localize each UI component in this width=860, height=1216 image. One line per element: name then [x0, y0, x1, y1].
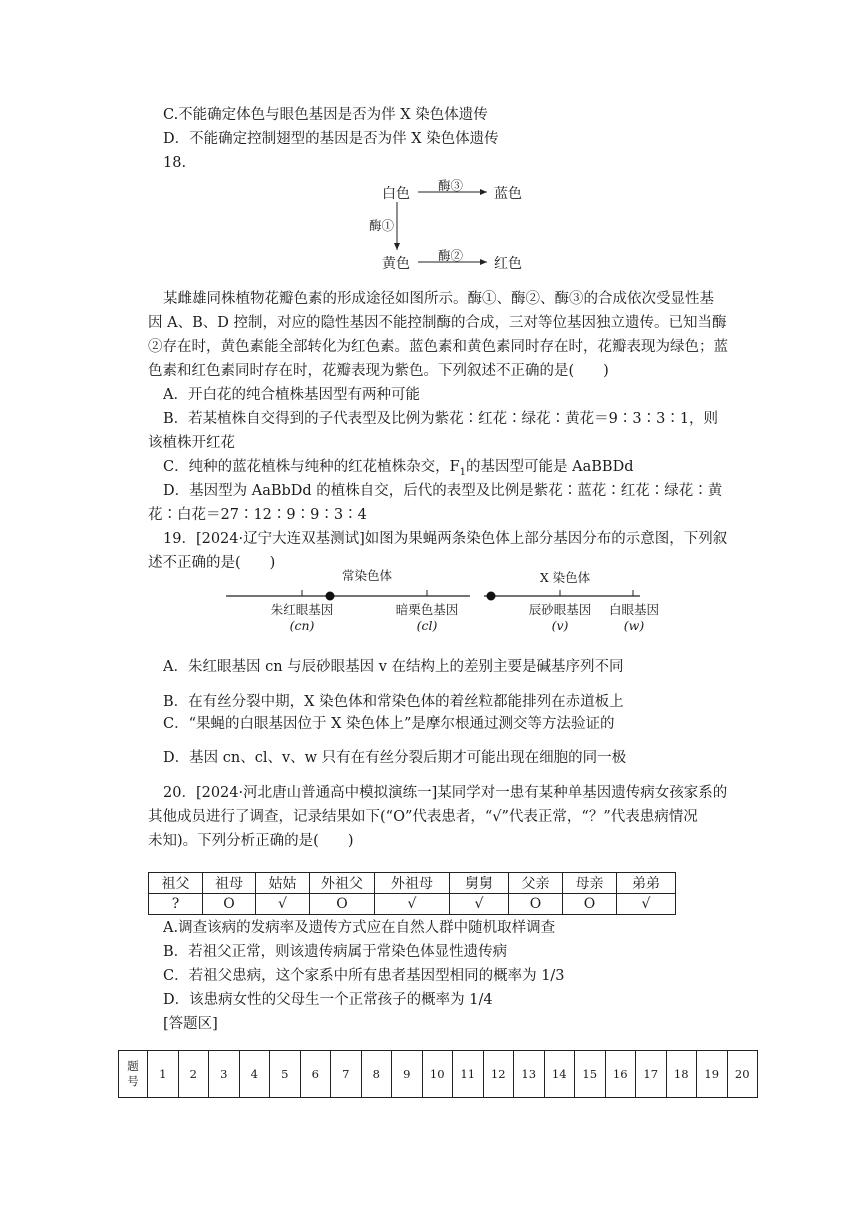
answer-cell[interactable]: 9: [392, 1051, 423, 1098]
table-cell: O: [563, 894, 617, 915]
table-cell: √: [450, 894, 509, 915]
gene-w-abbr: (w): [623, 618, 645, 633]
answer-area-label: [答题区]: [163, 1016, 218, 1032]
table-cell: O: [509, 894, 563, 915]
q18-stem-2: 因 A、B、D 控制，对应的隐性基因不能控制酶的合成，三对等位基因独立遗传。已知当酶: [148, 315, 727, 331]
header-char-top: 题: [127, 1059, 139, 1073]
answer-cell[interactable]: 8: [361, 1051, 392, 1098]
q17-option-d: D．不能确定控制翅型的基因是否为伴 X 染色体遗传: [163, 131, 499, 147]
answer-cell[interactable]: 19: [697, 1051, 728, 1098]
answer-cell[interactable]: 11: [453, 1051, 484, 1098]
enzyme2-label: 酶②: [438, 248, 464, 263]
gene-w-label: 白眼基因: [608, 602, 659, 617]
table-cell: O: [203, 894, 256, 915]
q18-stem-3: ②存在时，黄色素能全部转化为红色素。蓝色素和黄色素同时存在时，花瓣表现为绿色；蓝: [148, 339, 728, 355]
q20-option-c: C．若祖父患病，这个家系中所有患者基因型相同的概率为 1/3: [163, 968, 565, 984]
q18-option-d-2: 花∶白花＝27∶12∶9∶9∶3∶4: [148, 507, 367, 523]
q18-option-c-pre: C．纯种的蓝花植株与纯种的红花植株杂交，F: [163, 459, 460, 475]
table-header-cell: 母亲: [563, 873, 617, 894]
x-chromosome-title: X 染色体: [539, 570, 591, 585]
q18-option-c-sub: 1: [459, 466, 467, 478]
answer-cell[interactable]: 7: [331, 1051, 362, 1098]
answer-grid-row: [119, 1051, 758, 1098]
gene-cn-abbr: (cn): [289, 618, 315, 633]
q19-option-a: A．朱红眼基因 cn 与辰砂眼基因 v 在结构上的差别主要是碱基序列不同: [163, 659, 624, 675]
q20-option-d: D．该患病女性的父母生一个正常孩子的概率为 1/4: [163, 992, 493, 1008]
q20-option-b: B．若祖父正常，则该遗传病属于常染色体显性遗传病: [163, 944, 508, 960]
answer-cell[interactable]: 15: [575, 1051, 606, 1098]
answer-cell[interactable]: 14: [544, 1051, 575, 1098]
table-header-cell: 外祖父: [310, 873, 375, 894]
table-header-cell: 舅舅: [450, 873, 509, 894]
gene-cl-label: 暗栗色基因: [395, 602, 459, 617]
q19-stem-1: 19．[2024·辽宁大连双基测试]如图为果蝇两条染色体上部分基因分布的示意图，下列叙: [163, 531, 728, 547]
table-header-cell: 父亲: [509, 873, 563, 894]
answer-cell[interactable]: 20: [727, 1051, 758, 1098]
enzyme3-label: 酶③: [438, 178, 464, 193]
q19-option-c: C．“果蝇的白眼基因位于 X 染色体上”是摩尔根通过测交等方法验证的: [163, 716, 615, 732]
q18-option-d-1: D．基因型为 AaBbDd 的植株自交，后代的表型及比例是紫花∶蓝花∶红花∶绿花∶黄: [163, 483, 723, 499]
answer-cell[interactable]: 17: [636, 1051, 667, 1098]
table-cell: √: [256, 894, 310, 915]
header-char-bottom: 号: [127, 1074, 139, 1088]
q20-stem-3: 未知)。下列分析正确的是( ): [148, 833, 354, 849]
gene-cl-abbr: (cl): [416, 618, 438, 633]
answer-cell[interactable]: 18: [666, 1051, 697, 1098]
gene-cn-label: 朱红眼基因: [270, 602, 334, 617]
table-header-row: [149, 873, 676, 894]
answer-cell[interactable]: 3: [209, 1051, 240, 1098]
q20-stem-1: 20．[2024·河北唐山普通高中模拟演练一]某同学对一患有某种单基因遗传病女孩家系的: [163, 785, 728, 801]
table-cell: √: [617, 894, 676, 915]
answer-cell[interactable]: 5: [270, 1051, 301, 1098]
table-cell: ?: [149, 894, 203, 915]
red-pigment-label: 红色: [494, 256, 522, 272]
gene-v-abbr: (v): [551, 618, 569, 633]
table-header-cell: 祖母: [203, 873, 256, 894]
q18-option-a: A．开白花的纯合植株基因型有两种可能: [163, 387, 420, 403]
q20-option-a: A.调查该病的发病率及遗传方式应在自然人群中随机取样调查: [163, 920, 556, 936]
answer-cell[interactable]: 12: [483, 1051, 514, 1098]
answer-cell[interactable]: 10: [422, 1051, 453, 1098]
q18-option-b-2: 该植株开红花: [148, 435, 235, 451]
yellow-pigment-label: 黄色: [382, 256, 410, 272]
answer-grid: [118, 1050, 758, 1098]
q19-option-d: D．基因 cn、cl、v、w 只有在有丝分裂后期才可能出现在细胞的同一极: [163, 750, 627, 766]
table-header-cell: 外祖母: [375, 873, 450, 894]
answer-cell[interactable]: 2: [178, 1051, 209, 1098]
answer-cell[interactable]: 16: [605, 1051, 636, 1098]
answer-cell[interactable]: 13: [514, 1051, 545, 1098]
answer-cell[interactable]: 6: [300, 1051, 331, 1098]
table-cell: O: [310, 894, 375, 915]
table-row: [149, 894, 676, 915]
table-header-cell: 祖父: [149, 873, 203, 894]
q19-stem-2: 述不正确的是( ): [148, 555, 276, 571]
blue-pigment-label: 蓝色: [494, 186, 522, 202]
q17-option-c: C.不能确定体色与眼色基因是否为伴 X 染色体遗传: [163, 107, 488, 123]
x-centromere: [487, 592, 496, 601]
q18-option-b-1: B．若某植株自交得到的子代表型及比例为紫花∶红花∶绿花∶黄花＝9∶3∶3∶1，则: [163, 411, 719, 427]
q18-stem-1: 某雌雄同株植物花瓣色素的形成途径如图所示。酶①、酶②、酶③的合成依次受显性基: [163, 291, 714, 307]
autosome-title: 常染色体: [341, 568, 392, 583]
question-number-header: [119, 1051, 148, 1098]
q20-stem-2: 其他成员进行了调查，记录结果如下(“O”代表患者，“√”代表正常，“？”代表患病情况: [148, 809, 698, 825]
q18-number: 18.: [163, 155, 187, 171]
answer-cell[interactable]: 4: [239, 1051, 270, 1098]
q18-stem-4: 色素和红色素同时存在时，花瓣表现为紫色。下列叙述不正确的是( ): [148, 363, 609, 379]
q18-option-c-post: 的基因型可能是 AaBBDd: [466, 459, 634, 475]
answer-cell[interactable]: 1: [148, 1051, 179, 1098]
enzyme1-label: 酶①: [369, 218, 395, 233]
table-header-cell: 弟弟: [617, 873, 676, 894]
q19-option-b: B．在有丝分裂中期，X 染色体和常染色体的着丝粒都能排列在赤道板上: [163, 694, 624, 710]
gene-v-label: 辰砂眼基因: [528, 602, 592, 617]
white-pigment-label: 白色: [382, 186, 410, 202]
table-cell: √: [375, 894, 450, 915]
table-header-cell: 姑姑: [256, 873, 310, 894]
family-survey-table: [148, 872, 676, 915]
